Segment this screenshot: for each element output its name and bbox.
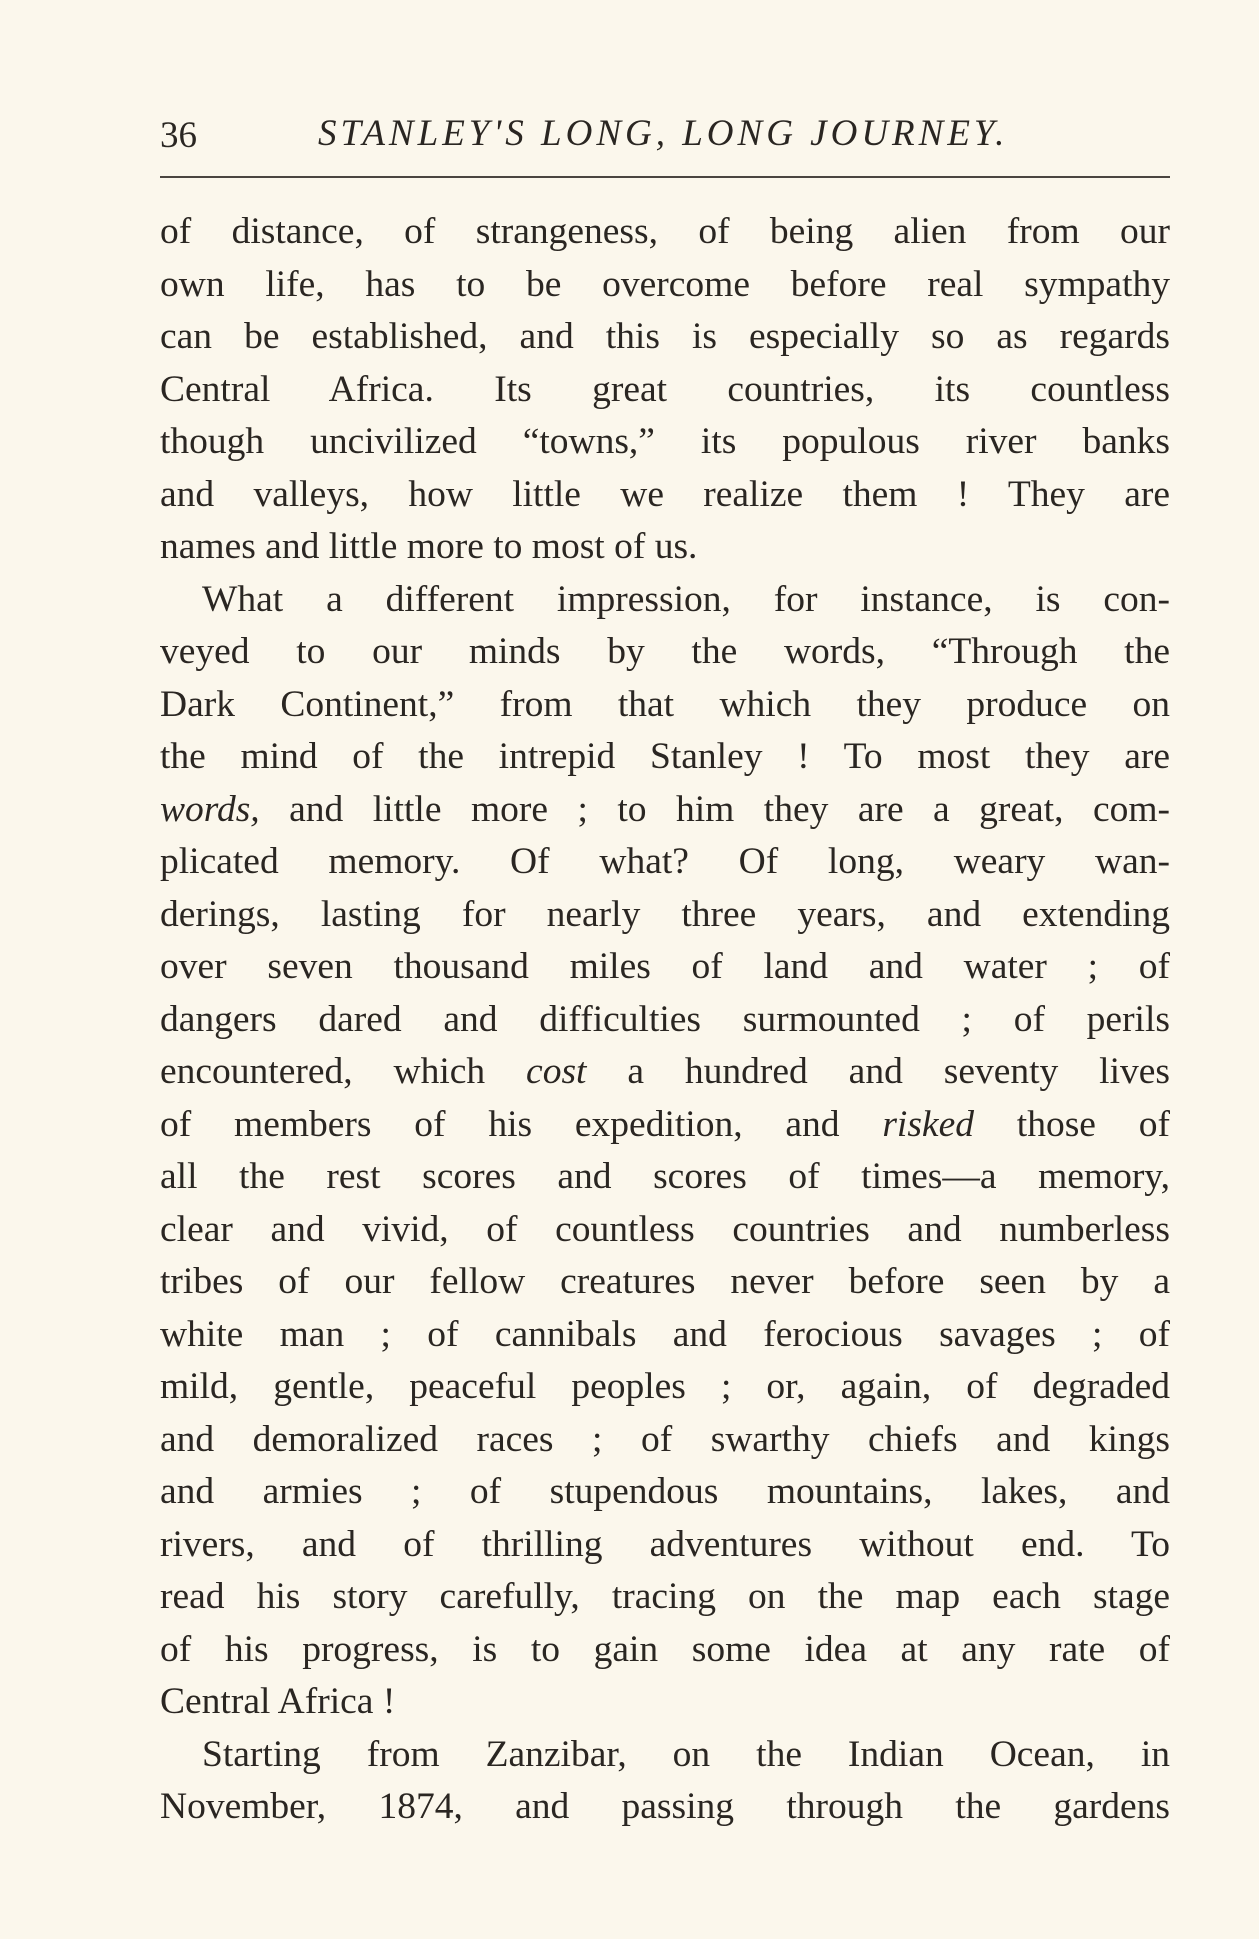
text-line: own life, has to be overcome before real sympathy (160, 263, 1170, 305)
text-segment: a hundred and seventy lives (586, 1051, 1170, 1092)
text-line (160, 784, 1170, 837)
text-line (160, 1046, 1170, 1099)
text-segment: encountered, which (160, 1051, 527, 1092)
text-segment: those of (973, 1103, 1170, 1145)
text-line: and valleys, how little we realize them ! They are (160, 473, 1170, 515)
text-line: veyed to our minds by the words, “Through the (160, 631, 1170, 672)
text-line: can be established, and this is especially so as regards (160, 316, 1170, 357)
text-line: November, 1874, and passing through the gardens (160, 1786, 1170, 1827)
italic-word: risked (882, 1103, 974, 1145)
text-line: plicated memory. Of what? Of long, weary wan- (160, 841, 1170, 882)
text-line: white man ; of cannibals and ferocious savages ; of (160, 1313, 1170, 1355)
text-line: rivers, and of thrilling adventures without end. To (160, 1523, 1170, 1565)
text-line: and demoralized races ; of swarthy chiefs and kings (160, 1418, 1170, 1460)
running-head (160, 112, 1170, 162)
text-line: all the rest scores and scores of times—a memory, (160, 1156, 1170, 1197)
italic-word: words, (160, 788, 260, 830)
text-line: read his story carefully, tracing on the map each stage (160, 1576, 1170, 1617)
body-text (160, 206, 1170, 1834)
text-line: tribes of our fellow creatures never before seen by a (160, 1261, 1170, 1302)
text-line: mild, gentle, peaceful peoples ; or, again, of degraded (160, 1366, 1170, 1407)
text-segment: of members of his expedition, and (160, 1103, 883, 1145)
running-title: STANLEY'S LONG, LONG JOURNEY. (318, 113, 1009, 154)
text-line: Dark Continent,” from that which they produce on (160, 683, 1170, 725)
italic-word: cost (526, 1051, 587, 1092)
text-line: Central Africa ! (160, 1681, 396, 1722)
text-line: names and little more to most of us. (160, 526, 698, 567)
book-page (160, 0, 1170, 1939)
text-line: over seven thousand miles of land and water ; of (160, 946, 1170, 987)
text-segment: and little more ; to him they are a great, com- (259, 788, 1170, 830)
header-rule (160, 176, 1170, 178)
text-line: Central Africa. Its great countries, its countless (160, 368, 1170, 410)
text-line: of his progress, is to gain some idea at any rate of (160, 1628, 1170, 1670)
text-line: derings, lasting for nearly three years, and extending (160, 893, 1170, 935)
text-line: dangers dared and difficulties surmounted ; of perils (160, 998, 1170, 1040)
text-line: What a different impression, for instance, is con- (202, 578, 1170, 620)
page-number: 36 (160, 115, 197, 156)
text-line (160, 1099, 1170, 1152)
text-line: Starting from Zanzibar, on the Indian Ocean, in (202, 1733, 1170, 1775)
text-line: of distance, of strangeness, of being alien from our (160, 211, 1170, 252)
text-line: the mind of the intrepid Stanley ! To most they are (160, 736, 1170, 777)
text-line: clear and vivid, of countless countries and numberless (160, 1208, 1170, 1250)
text-line: and armies ; of stupendous mountains, lakes, and (160, 1471, 1170, 1512)
text-line: though uncivilized “towns,” its populous river banks (160, 421, 1170, 462)
